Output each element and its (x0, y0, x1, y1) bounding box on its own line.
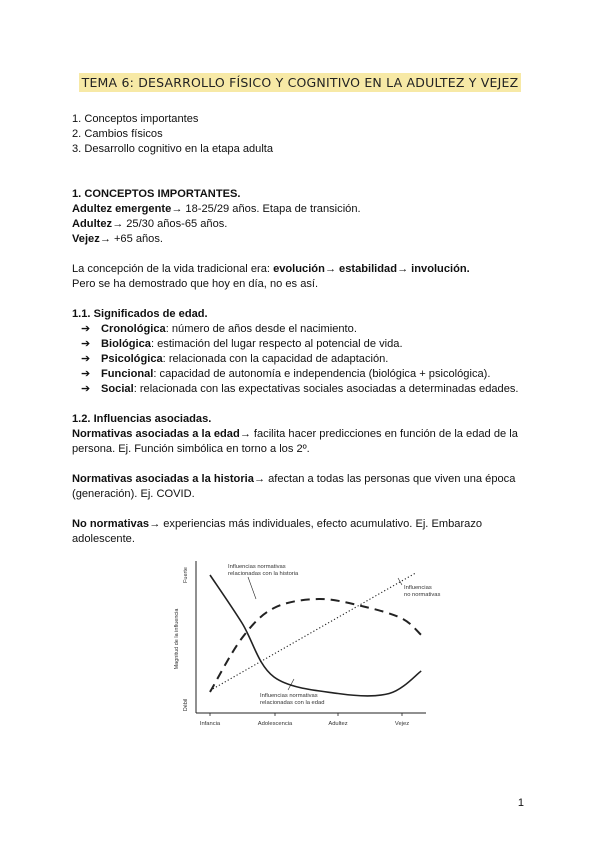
section-1-2-heading: 1.2. Influencias asociadas. (72, 413, 212, 425)
toc-item-2: 2. Cambios físicos (72, 128, 163, 140)
label-nonnormative-1: Influencias (404, 585, 432, 591)
influence-age-line-2: persona. Ej. Función simbólica en torno a los 2º. (72, 443, 310, 455)
stage-term: Adultez emergente (72, 203, 172, 215)
list-item (81, 352, 532, 367)
influence-term: No normativas (72, 518, 150, 530)
list-item (81, 382, 532, 397)
influence-nonnormative-line-2: adolescente. (72, 533, 135, 545)
section-1-1-heading: 1.1. Significados de edad. (72, 308, 208, 320)
concept-note: Pero se ha demostrado que hoy en día, no es así. (72, 278, 319, 290)
x-tick-label: Adolescencia (257, 721, 293, 727)
toc-item-3: 3. Desarrollo cognitivo en la etapa adulta (72, 143, 274, 155)
influence-text: → facilita hacer predicciones en función de la edad de la (239, 428, 518, 440)
stage-text: → +65 años. (99, 233, 163, 245)
label-history-2: relacionadas con la historia (228, 571, 299, 577)
arrow-icon: ➔ (81, 338, 91, 350)
title-wrap (0, 73, 600, 92)
arrow-text: → (396, 263, 412, 275)
y-tick-weak: Débil (183, 698, 189, 712)
item-term: Psicológica (101, 353, 163, 365)
list-item (81, 337, 532, 352)
y-axis-label: Magnitud de la influencia (174, 608, 180, 670)
y-tick-strong: Fuerte (183, 567, 189, 583)
concept-evolucion: evolución (273, 263, 325, 275)
list-item (81, 322, 532, 337)
influence-nonnormative-line (72, 517, 532, 532)
stage-term: Vejez (72, 233, 100, 245)
stage-line-1 (72, 202, 532, 217)
label-history-1: Influencias normativas (228, 564, 286, 570)
stage-line-2 (72, 217, 532, 232)
item-text: : número de años desde el nacimiento. (165, 323, 357, 335)
toc-item-1: 1. Conceptos importantes (72, 113, 199, 125)
item-text: : estimación del lugar respecto al potencial de vida. (150, 338, 403, 350)
influence-age-line (72, 427, 532, 442)
concept-estabilidad: estabilidad (339, 263, 397, 275)
page-title: TEMA 6: DESARROLLO FÍSICO Y COGNITIVO EN LA ADULTEZ Y VEJEZ (79, 73, 522, 92)
age-meanings-list (72, 322, 532, 397)
influence-text: → experiencias más individuales, efecto acumulativo. Ej. Embarazo (149, 518, 483, 530)
concept-involucion: involución. (411, 263, 470, 275)
series-age-line (210, 575, 421, 696)
item-term: Funcional (101, 368, 154, 380)
influences-chart (174, 555, 441, 730)
concept-line (72, 262, 532, 277)
influence-text: → afectan a todas las personas que viven una época (253, 473, 516, 485)
influence-term: Normativas asociadas a la edad (72, 428, 240, 440)
arrow-icon: ➔ (81, 368, 91, 380)
influence-term: Normativas asociadas a la historia (72, 473, 254, 485)
leader-history (248, 577, 256, 599)
leader-nonnormative (398, 578, 402, 585)
item-term: Social (101, 383, 134, 395)
item-text: : capacidad de autonomía e independencia (biológica + psicológica). (153, 368, 491, 380)
stage-text: → 25/30 años-65 años. (112, 218, 228, 230)
label-nonnormative-2: no normativas (404, 592, 441, 598)
influence-history-line (72, 472, 532, 487)
arrow-icon: ➔ (81, 383, 91, 395)
series-nonnormative-line (210, 574, 415, 691)
arrow-icon: ➔ (81, 323, 91, 335)
page-number: 1 (517, 797, 524, 809)
stage-line-3 (72, 232, 532, 247)
x-tick-label: Infancia (199, 721, 221, 727)
item-term: Cronológica (101, 323, 166, 335)
label-age-2: relacionadas con la edad (260, 700, 325, 706)
item-text: : relacionada con la capacidad de adaptación. (162, 353, 389, 365)
arrow-icon: ➔ (81, 353, 91, 365)
stage-text: → 18-25/29 años. Etapa de transición. (171, 203, 361, 215)
concept-prefix: La concepción de la vida tradicional era: (72, 263, 274, 275)
label-age-1: Influencias normativas (260, 693, 318, 699)
item-term: Biológica (101, 338, 151, 350)
series-history-line (210, 599, 421, 692)
document-body (72, 112, 532, 547)
list-item (81, 367, 532, 382)
influence-history-line-2: (generación). Ej. COVID. (72, 488, 195, 500)
section-1-heading: 1. CONCEPTOS IMPORTANTES. (72, 188, 241, 200)
arrow-text: → (324, 263, 340, 275)
item-text: : relacionada con las expectativas sociales asociadas a determinadas edades. (133, 383, 519, 395)
x-tick-label: Vejez (394, 721, 410, 727)
x-tick-label: Adultez (328, 721, 348, 727)
stage-term: Adultez (72, 218, 113, 230)
